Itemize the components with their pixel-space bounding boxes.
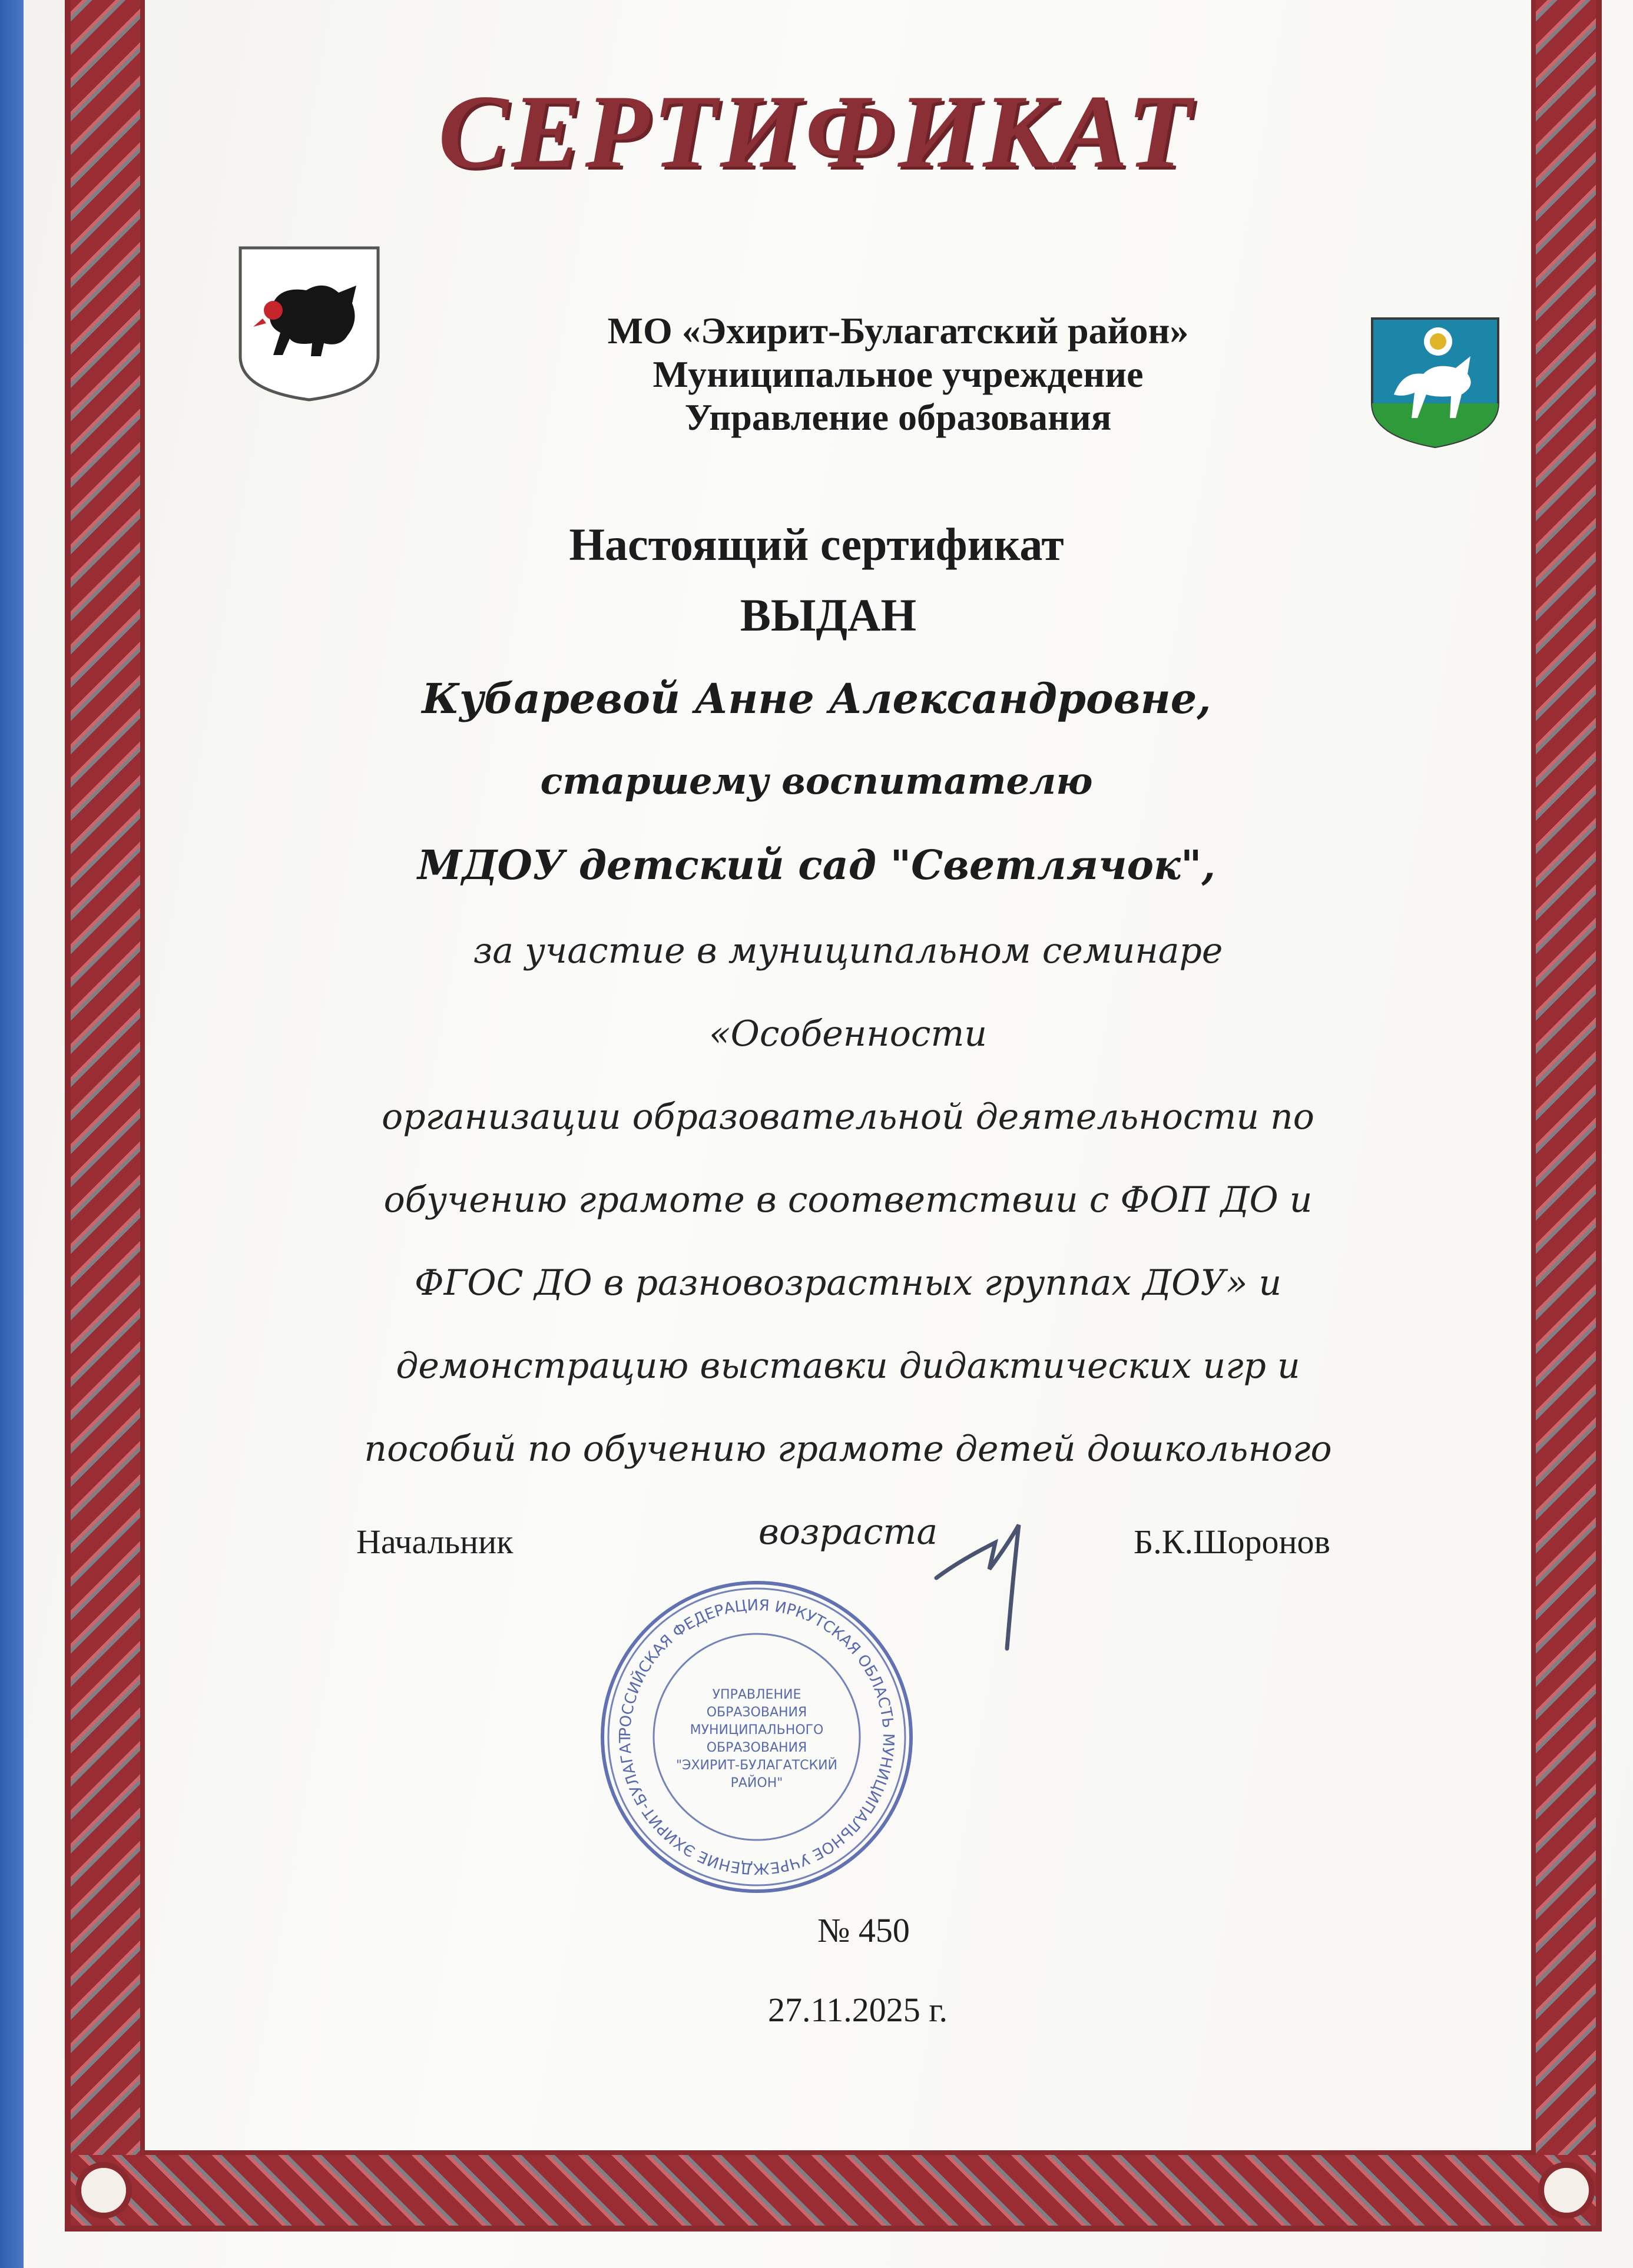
signer-name: Б.К.Шоронов (1134, 1523, 1330, 1561)
body-line: возраста (758, 1511, 938, 1553)
background-edge (0, 0, 24, 2268)
corner-ornament (75, 2162, 132, 2219)
certificate-title: СЕРТИФИКАТ (438, 73, 1195, 190)
recipient-institution: МДОУ детский сад "Светлячок", (417, 842, 1216, 889)
body-line: обучению грамоте в соответствии с ФОП ДО и (383, 1179, 1313, 1221)
corner-ornament (1538, 2162, 1595, 2219)
irkutsk-coat-of-arms-icon (236, 244, 383, 403)
official-seal (598, 1578, 916, 1896)
body-line: ФГОС ДО в разновозрастных группах ДОУ» и (414, 1262, 1282, 1304)
seal-outer-text: РОССИЙСКАЯ ФЕДЕРАЦИЯ ИРКУТСКАЯ ОБЛАСТЬ МУНИЦИПАЛЬНОЕ УЧРЕЖДЕНИЕ ЭХИРИТ-БУЛАГАТ (616, 1596, 897, 1878)
seal-inner-line: РАЙОН" (730, 1776, 783, 1790)
organization-line: Муниципальное учреждение (652, 353, 1144, 395)
issued-label: ВЫДАН (740, 589, 917, 641)
handwritten-signature (925, 1490, 1078, 1666)
seal-inner-line: ОБРАЗОВАНИЯ (706, 1705, 807, 1720)
district-coat-of-arms-icon (1367, 315, 1503, 450)
organization-line: Управление образования (684, 396, 1112, 439)
certificate-body (330, 910, 1366, 1574)
organization-line: МО «Эхирит-Булагатский район» (607, 310, 1189, 352)
seal-inner-line: УПРАВЛЕНИЕ (712, 1687, 801, 1702)
certificate-date: 27.11.2025 г. (767, 1991, 948, 2029)
intro-line: Настоящий сертификат (569, 519, 1064, 570)
body-line: пособий по обучению грамоте детей дошкольного (364, 1428, 1332, 1470)
body-line: за участие в муниципальном семинаре «Особенности (473, 930, 1223, 1055)
seal-inner-line: ОБРАЗОВАНИЯ (706, 1740, 807, 1755)
signer-title: Начальник (356, 1523, 514, 1561)
certificate-number: № 450 (817, 1911, 910, 1949)
recipient-position: старшему воспитателю (540, 760, 1093, 803)
seal-inner-line: "ЭХИРИТ-БУЛАГАТСКИЙ (675, 1758, 838, 1773)
body-line: демонстрацию выставки дидактических игр и (396, 1345, 1300, 1387)
seal-inner-line: МУНИЦИПАЛЬНОГО (690, 1723, 824, 1738)
body-line: организации образовательной деятельности по (382, 1096, 1314, 1138)
organization-header (412, 309, 1384, 439)
recipient-name: Кубаревой Анне Александровне, (422, 674, 1211, 723)
